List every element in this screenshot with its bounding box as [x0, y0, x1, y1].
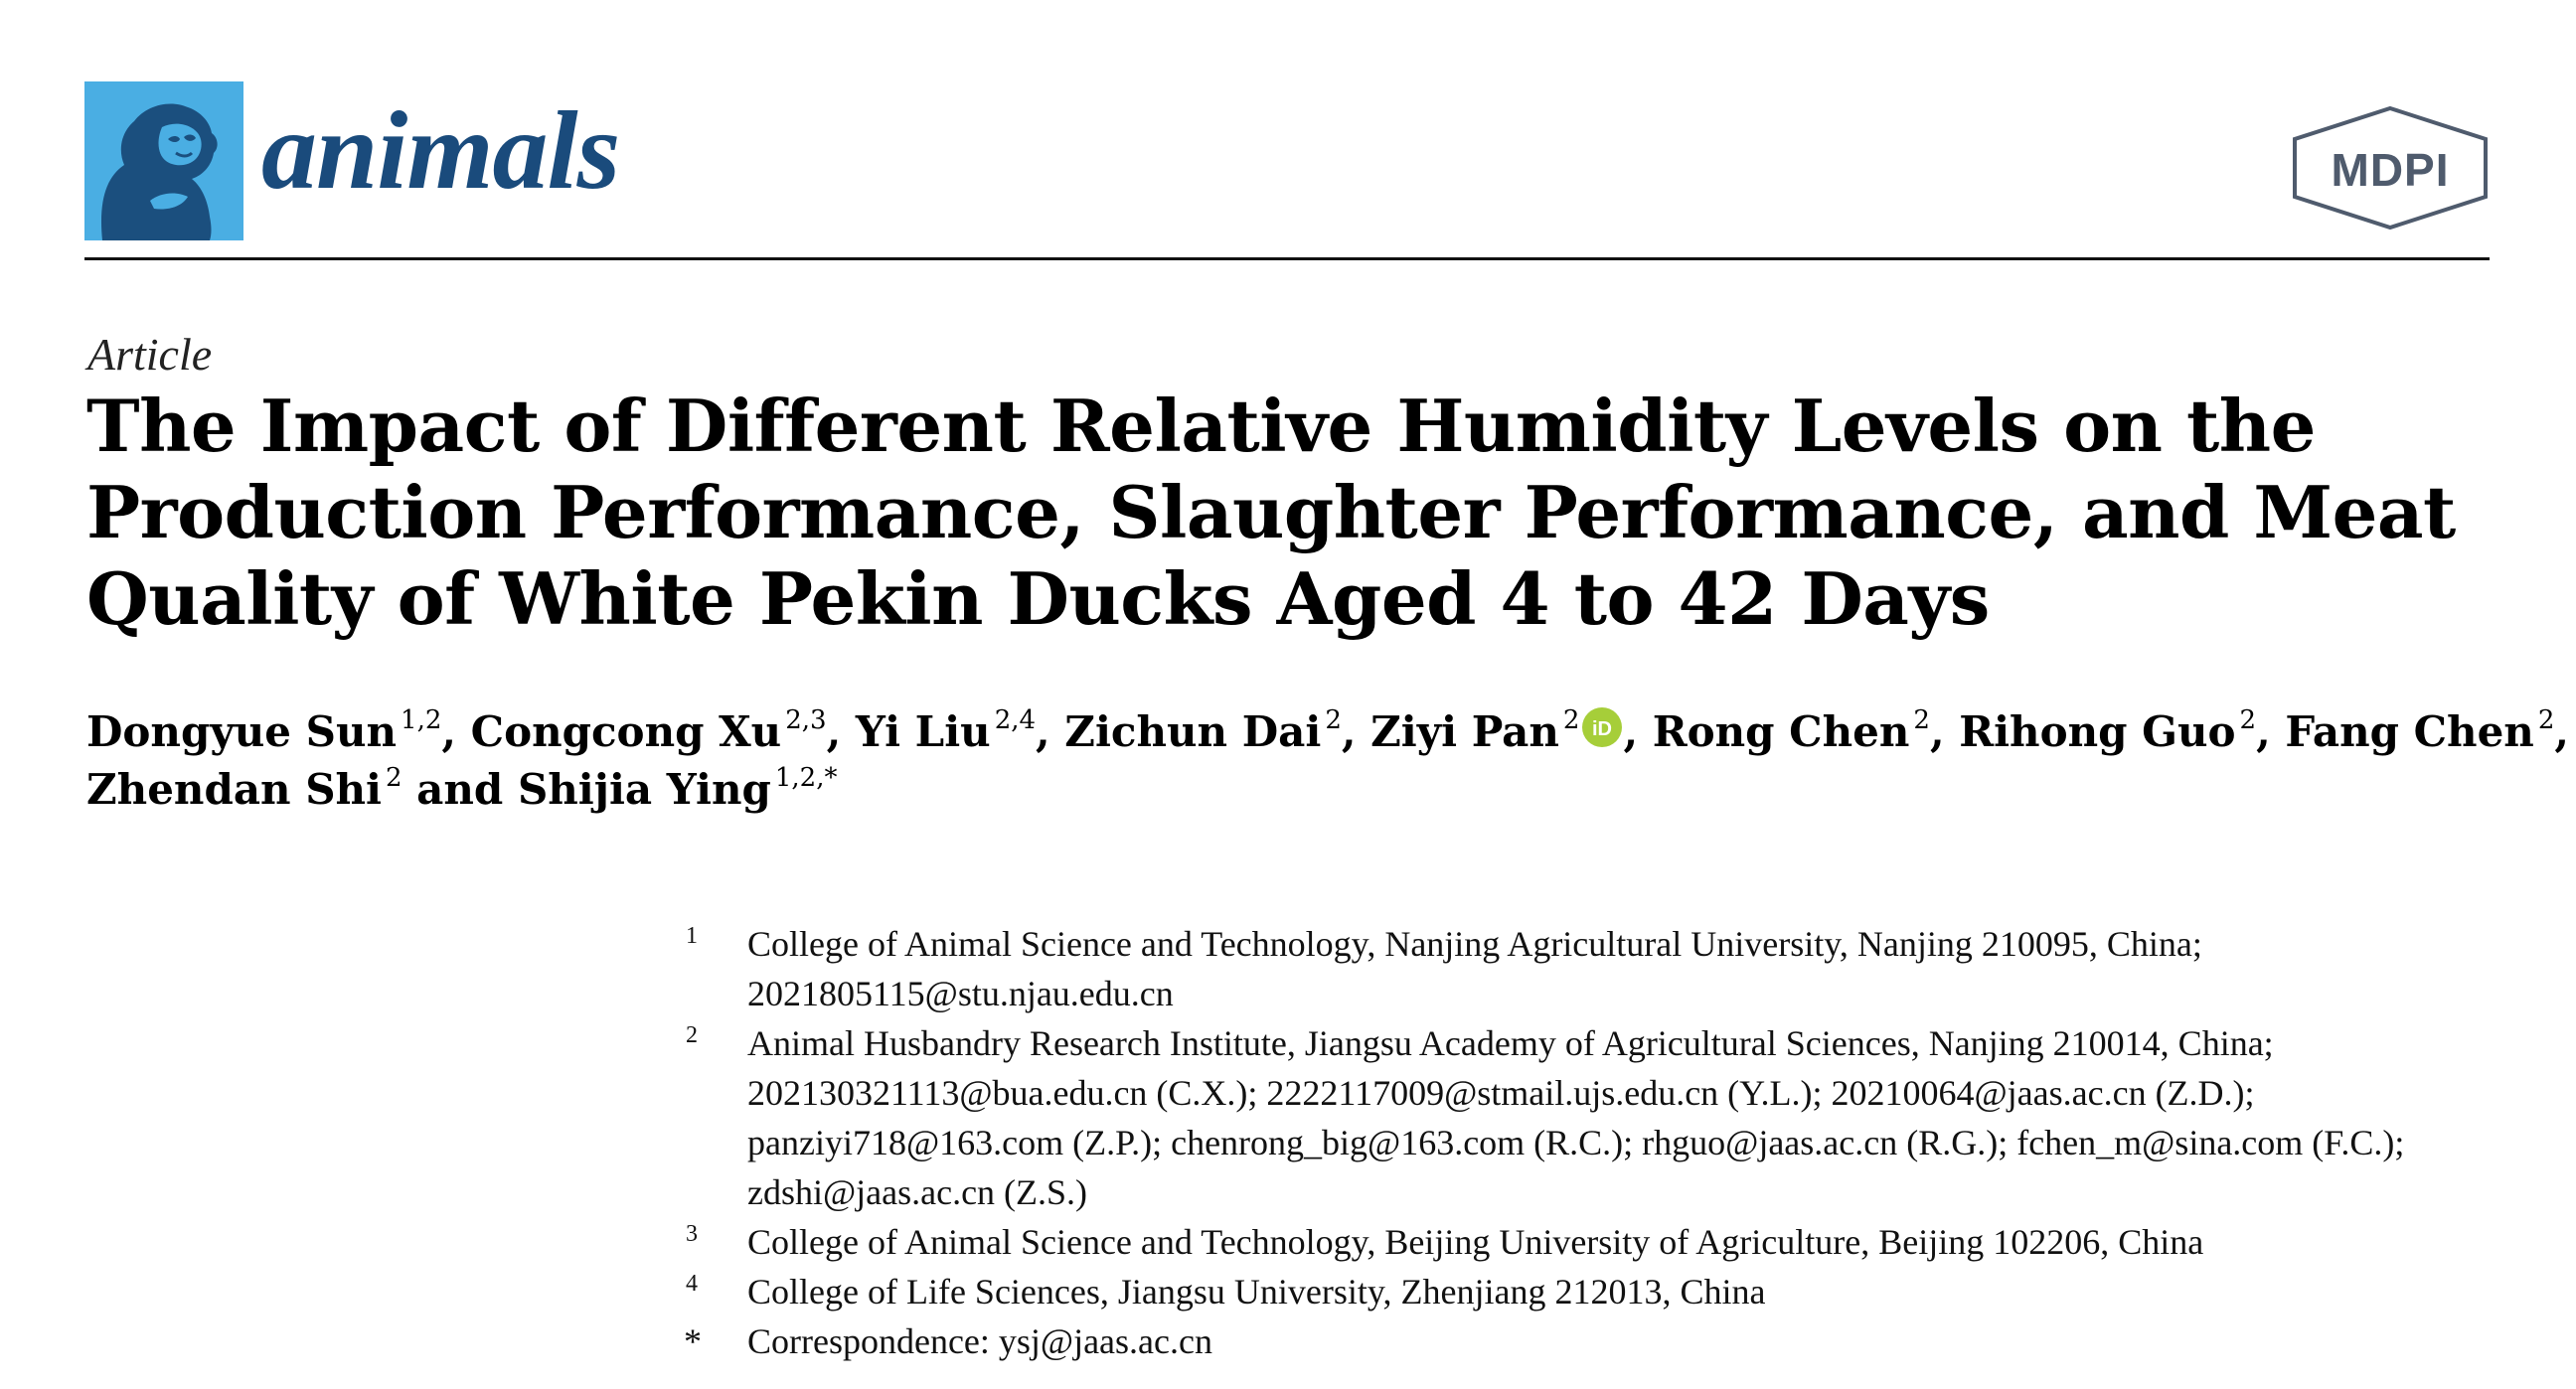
affiliation-text: College of Life Sciences, Jiangsu University, Zhenjiang 212013, China [747, 1272, 1766, 1312]
affiliation-item [676, 1217, 2524, 1267]
author-affiliation-ref: 2,4 [994, 705, 1037, 735]
author-affiliation-ref: 1,2 [401, 705, 442, 735]
author-separator: , [2554, 707, 2569, 756]
journal-header [84, 81, 2490, 260]
correspondence-marker: * [684, 1321, 702, 1361]
author-separator: , [826, 707, 856, 756]
affiliation-list [676, 919, 2524, 1366]
affiliation-text: College of Animal Science and Technology, Nanjing Agricultural University, Nanjing 210095, China; [747, 924, 2202, 964]
author-affiliation-ref: 2 [1325, 705, 1342, 735]
correspondence-item [676, 1316, 2524, 1366]
author-affiliation-ref: 2 [1913, 705, 1930, 735]
author-name[interactable]: Dongyue Sun [86, 707, 398, 756]
affiliation-marker: 1 [686, 923, 698, 949]
article-type: Article [87, 329, 213, 380]
orcid-label: iD [1592, 718, 1613, 740]
author-name[interactable]: Fang Chen [2285, 707, 2534, 756]
author-name[interactable]: Ziyi Pan [1370, 707, 1559, 756]
author-affiliation-ref: 2,3 [785, 705, 827, 735]
author-list [86, 703, 2569, 819]
publisher-logo [2291, 105, 2490, 231]
author-name[interactable]: Zichun Dai [1064, 707, 1322, 756]
author-separator: , [1341, 707, 1371, 756]
title-line: The Impact of Different Relative Humidity Levels on the [86, 384, 2316, 468]
author-line [86, 703, 2569, 761]
chimpanzee-icon [84, 81, 243, 240]
author-separator: and [402, 765, 518, 814]
article-title [86, 383, 2511, 642]
author-name[interactable]: Yi Liu [855, 707, 991, 756]
correspondence-email[interactable]: Correspondence: ysj@jaas.ac.cn [747, 1321, 1212, 1361]
author-affiliation-ref: 1,2,* [774, 763, 838, 793]
author-affiliation-ref: 2 [386, 763, 402, 793]
header-divider [84, 257, 2490, 260]
author-line [86, 761, 2531, 819]
author-separator: , [441, 707, 471, 756]
author-name[interactable]: Rong Chen [1652, 707, 1910, 756]
author-separator: , [1036, 707, 1065, 756]
author-separator: , [1929, 707, 1960, 756]
author-affiliation-ref: 2 [2239, 705, 2257, 735]
affiliation-item [676, 919, 2524, 1018]
title-line: Quality of White Pekin Ducks Aged 4 to 42 Days [86, 556, 1990, 641]
title-line: Production Performance, Slaughter Performance, and Meat [86, 470, 2456, 554]
affiliation-email[interactable]: 202130321113@bua.edu.cn (C.X.); 2222117009@stmail.ujs.edu.cn (Y.L.); 20210064@jaas.ac.cn (Z.D.); [747, 1073, 2255, 1113]
author-name[interactable]: Congcong Xu [470, 707, 782, 756]
orcid-icon[interactable] [1581, 706, 1623, 748]
author-name[interactable]: Rihong Guo [1959, 707, 2236, 756]
author-name[interactable]: Shijia Ying [517, 765, 771, 814]
author-separator: , [1623, 707, 1653, 756]
affiliation-marker: 3 [686, 1221, 698, 1247]
author-affiliation-ref: 2 [1562, 705, 1580, 735]
affiliation-email[interactable]: zdshi@jaas.ac.cn (Z.S.) [747, 1172, 1088, 1212]
affiliation-marker: 4 [686, 1271, 698, 1297]
author-name[interactable]: Zhendan Shi [86, 765, 383, 814]
author-separator: , [2256, 707, 2286, 756]
affiliation-item [676, 1267, 2524, 1316]
affiliation-text: Animal Husbandry Research Institute, Jiangsu Academy of Agricultural Sciences, Nanjing 210014, China; [747, 1023, 2274, 1063]
journal-logo [84, 81, 243, 240]
journal-name: animals [261, 89, 620, 213]
affiliation-item [676, 1018, 2524, 1217]
affiliation-text: College of Animal Science and Technology, Beijing University of Agriculture, Beijing 102206, China [747, 1222, 2204, 1262]
affiliation-email[interactable]: 2021805115@stu.njau.edu.cn [747, 974, 1174, 1013]
affiliation-marker: 2 [686, 1022, 698, 1048]
publisher-name: MDPI [2331, 144, 2450, 196]
affiliation-email[interactable]: panziyi718@163.com (Z.P.); chenrong_big@163.com (R.C.); rhguo@jaas.ac.cn (R.G.); fchen_m@sina.com (F.C.); [747, 1123, 2405, 1162]
author-affiliation-ref: 2 [2537, 705, 2555, 735]
